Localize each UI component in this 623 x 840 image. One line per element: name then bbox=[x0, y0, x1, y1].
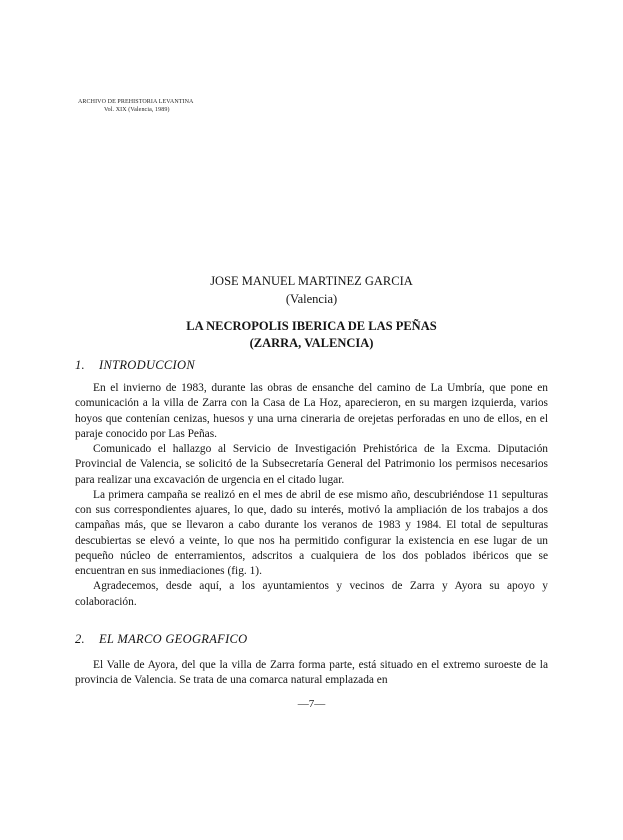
journal-volume: Vol. XIX (Valencia, 1989) bbox=[104, 107, 170, 113]
section-title: EL MARCO GEOGRAFICO bbox=[99, 632, 248, 646]
section-title: INTRODUCCION bbox=[99, 358, 195, 372]
journal-name: ARCHIVO DE PREHISTORIA LEVANTINA bbox=[78, 99, 194, 105]
section-body-introduccion bbox=[75, 381, 548, 610]
section-number: 1. bbox=[75, 358, 85, 372]
paragraph: Comunicado el hallazgo al Servicio de Investigación Prehistórica de la Excma. Diputación Provincial de Valencia, se solicitó de la Subsecretaría General del Patrimonio los permisos necesarios para realizar una excavación de urgencia en el citado lugar. bbox=[75, 443, 548, 486]
journal-header bbox=[78, 98, 193, 114]
section-heading-introduccion bbox=[75, 358, 195, 373]
author-affiliation: (Valencia) bbox=[285, 292, 338, 306]
section-number: 2. bbox=[75, 632, 85, 646]
paragraph: El Valle de Ayora, del que la villa de Zarra forma parte, está situado en el extremo suroeste de la provincia de Valencia. Se trata de una comarca natural emplazada en bbox=[75, 659, 548, 687]
author-name: JOSE MANUEL MARTINEZ GARCIA bbox=[210, 274, 413, 288]
page-number: —7— bbox=[297, 698, 326, 710]
paragraph: Agradecemos, desde aquí, a los ayuntamientos y vecinos de Zarra y Ayora su apoyo y colaboración. bbox=[75, 580, 548, 608]
article-title-line-2: (ZARRA, VALENCIA) bbox=[249, 336, 374, 350]
paragraph: En el invierno de 1983, durante las obras de ensanche del camino de La Umbría, que pone en comunicación a la villa de Zarra con la Casa de La Hoz, aparecieron, en su margen izquierda, varios hoyos que contenían cenizas, huesos y una urna cineraria de orejetas perforadas en uno de ellos, en el paraje conocido por Las Peñas. bbox=[75, 382, 548, 440]
section-body-marco-geografico bbox=[75, 658, 548, 689]
paragraph: La primera campaña se realizó en el mes de abril de ese mismo año, descubriéndose 11 sepulturas con sus correspondientes ajuares, lo que, dado su interés, motivó la ampliación de los trabajos a dos campañas más, que se llevaron a cabo durante los veranos de 1983 y 1984. El total de sepulturas descubiertas se elevó a veinte, lo que nos ha permitido configurar la existencia en ese lugar de un pequeño núcleo de enterramientos, adscritos a cualquiera de los dos poblados ibéricos que se encuentran en sus inmediaciones (fig. 1). bbox=[75, 488, 548, 577]
article-title bbox=[0, 318, 623, 352]
section-heading-marco-geografico bbox=[75, 632, 248, 647]
article-title-line-1: LA NECROPOLIS IBERICA DE LAS PEÑAS bbox=[186, 319, 437, 333]
